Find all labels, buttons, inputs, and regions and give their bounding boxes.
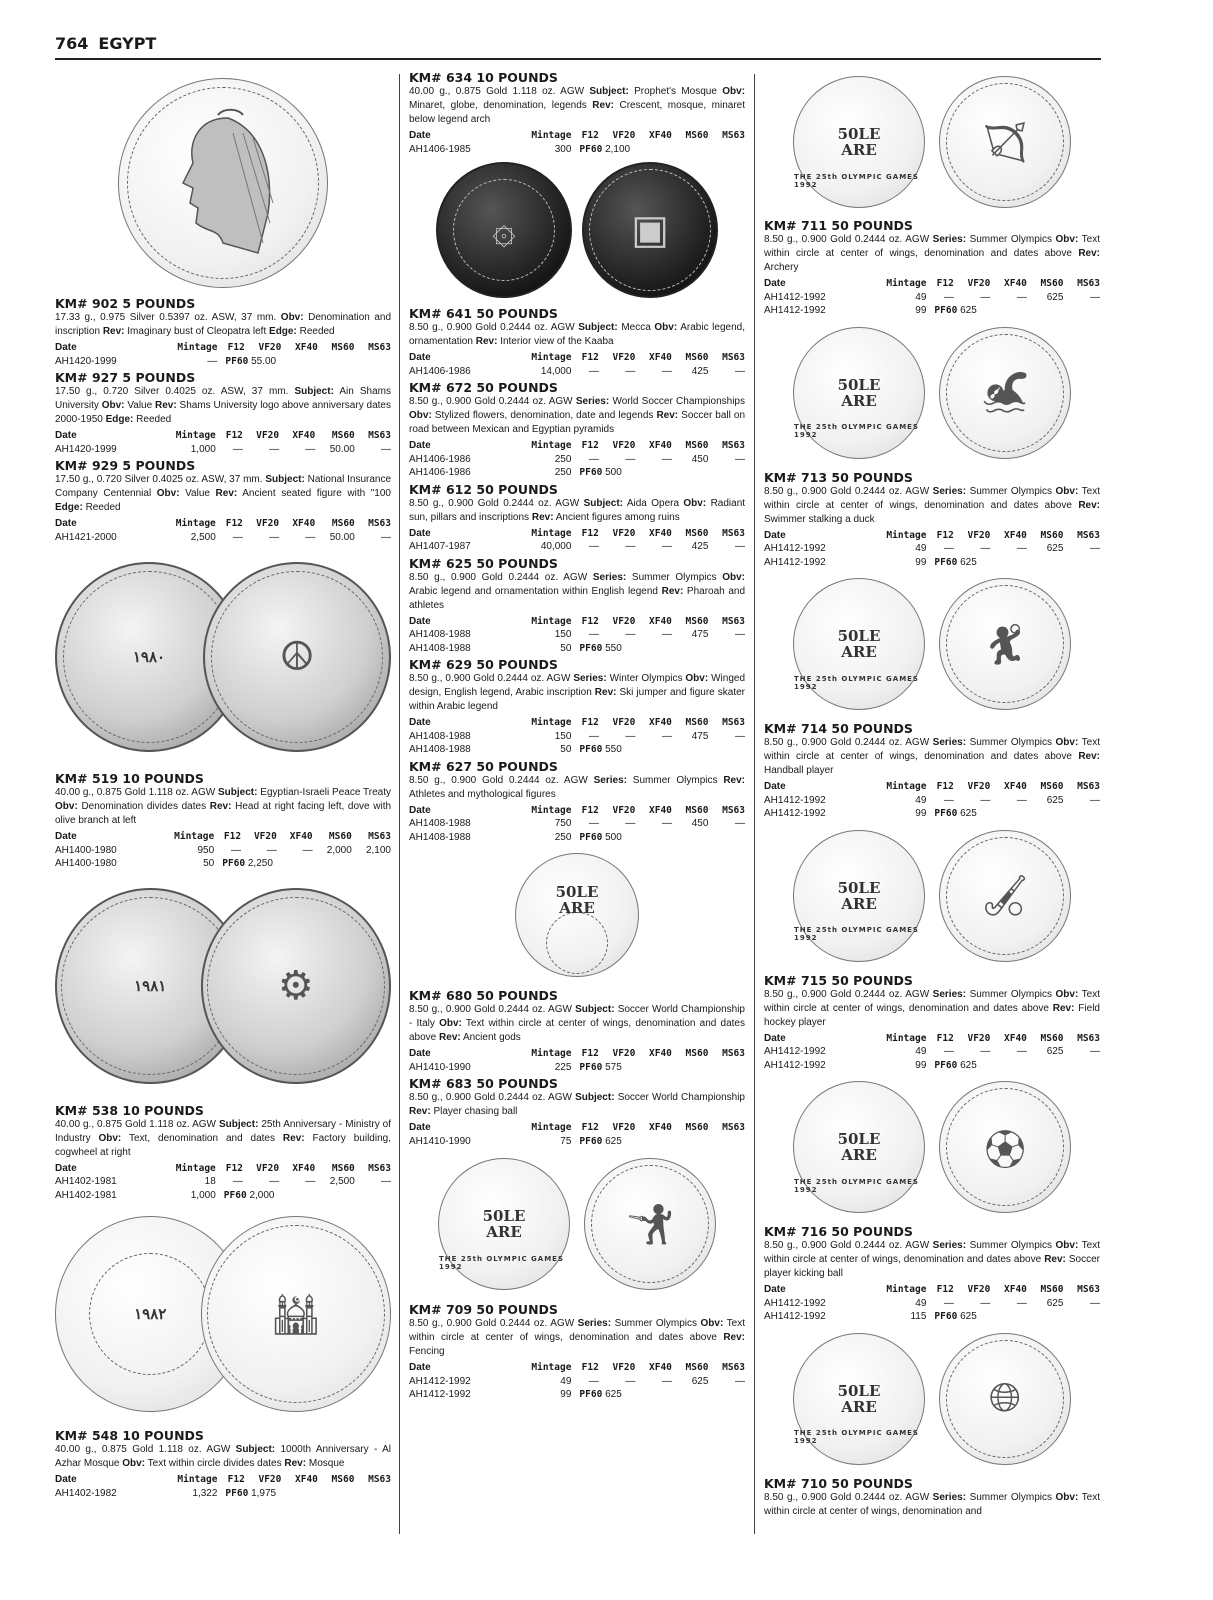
- mintage-row: AH1420-1999 1,000 — — — 50.00 —: [55, 443, 391, 455]
- mintage-row: AH1406-1986 250 PF60 500: [409, 467, 622, 478]
- mintage-table: [764, 277, 1100, 318]
- coin-images: [55, 544, 391, 769]
- entry-description: 8.50 g., 0.900 Gold 0.2444 oz. AGW Series: Summer Olympics Obv: Text within circle at center of wings, denomination and dates above Rev: Swimmer stalking a duck: [764, 485, 1100, 525]
- mintage-header: Date Mintage F12 VF20 XF40 MS60 MS63: [764, 1284, 1100, 1295]
- mintage-row: AH1407-1987 40,000 — — — 425 —: [409, 541, 745, 552]
- entry-title: KM# 927 5 POUNDS: [55, 370, 196, 385]
- coin-km715-reverse: [939, 830, 1071, 962]
- entry-km902: [55, 296, 391, 368]
- coin-km716-reverse: [939, 1081, 1071, 1213]
- entry-description: 17.33 g., 0.975 Silver 0.5397 oz. ASW, 37 mm. Obv: Denomination and inscription Rev: Imaginary bust of Cleopatra left Edge: Reeded: [55, 312, 392, 337]
- coin-km709-obverse: 50LE ARE THE 25th OLYMPIC GAMES 1992: [438, 1158, 570, 1290]
- mintage-row: AH1400-1980 50 PF60 2,250: [55, 858, 273, 869]
- coin-km713-reverse: [939, 327, 1071, 459]
- page-number: 764: [55, 34, 89, 53]
- fencing-icon: 🤺︎: [624, 1202, 676, 1247]
- mintage-header: Date Mintage F12 VF20 XF40 MS60 MS63: [55, 518, 391, 529]
- entry-title: KM# 625 50 POUNDS: [409, 555, 558, 571]
- mintage-table: [764, 1283, 1100, 1324]
- mintage-row: AH1408-1988 750 — — — 450 —: [409, 818, 745, 829]
- entry-title: KM# 672 50 POUNDS: [409, 380, 558, 395]
- calligraphy-icon: ۞: [492, 208, 516, 252]
- globe-athletes-icon: 🌐︎: [989, 1376, 1021, 1420]
- entry-title: KM# 538 10 POUNDS: [55, 1102, 204, 1118]
- entry-title: KM# 634 10 POUNDS: [409, 70, 558, 85]
- coin-cleopatra: [118, 78, 328, 288]
- factory-cogwheel-icon: ⚙: [277, 963, 314, 1008]
- mintage-table: [409, 527, 745, 554]
- edge: Reeded: [299, 326, 335, 337]
- entry-description: 40.00 g., 0.875 Gold 1.118 oz. AGW Subject: 1000th Anniversary - Al Azhar Mosque Obv: Text within circle divides dates Rev: Mosque: [55, 1444, 391, 1469]
- column-1: [55, 68, 391, 1500]
- mintage-table: [55, 429, 391, 456]
- mintage-header: Date Mintage F12 VF20 XF40 MS60 MS63: [55, 430, 391, 441]
- entry-km714: [764, 721, 1100, 821]
- entry-title: KM# 548 10 POUNDS: [55, 1428, 204, 1443]
- head-dove-icon: ☮: [279, 634, 315, 679]
- mintage-row: AH1402-1981 1,000 PF60 2,000: [55, 1189, 275, 1201]
- mintage-row: AH1402-1981 18 — — — 2,500 —: [55, 1176, 391, 1187]
- coin-km519-reverse: [203, 562, 391, 752]
- entry-title: KM# 641 50 POUNDS: [409, 306, 558, 321]
- coin-km714-reverse: [939, 578, 1071, 710]
- mintage-row: AH1412-1992 49 — — — 625 —: [409, 1375, 745, 1387]
- coin-km634-reverse: [582, 162, 718, 298]
- coin-km538-reverse: [201, 888, 392, 1084]
- mintage-header: Date Mintage F12 VF20 XF40 MS60 MS63: [409, 527, 745, 539]
- mintage-row: AH1410-1990 75 PF60 625: [409, 1135, 622, 1147]
- coin-km548-reverse: [201, 1216, 392, 1412]
- entry-km715: [764, 973, 1100, 1073]
- mintage-table: [409, 1361, 745, 1402]
- mintage-row: AH1412-1992 49 — — — 625 —: [764, 1297, 1100, 1309]
- entry-km713: [764, 470, 1100, 570]
- entry-km683: [409, 1076, 745, 1148]
- mintage-table: [764, 529, 1100, 570]
- entry-description: 17.50 g., 0.720 Silver 0.4025 oz. ASW, 37 mm. Subject: Ain Shams University Obv: Value Rev: Shams University logo above anniversary dates 2000-1950 Edge: Reeded: [55, 386, 392, 425]
- mintage-row: AH1410-1990 225 PF60 575: [409, 1061, 622, 1073]
- entry-km634: [409, 70, 745, 156]
- coin-rim: [127, 87, 319, 279]
- mintage-row: AH1400-1980 950 — — — 2,000 2,100: [55, 844, 391, 856]
- mosque-icon: 🕌︎: [270, 1292, 322, 1337]
- coin-images: [55, 68, 391, 294]
- entry-km929: [55, 458, 391, 544]
- entry-description: 8.50 g., 0.900 Gold 0.2444 oz. AGW Subject: Soccer World Championship - Italy Obv: Text within circle at center of wings, denomination and dates above Rev: Ancient gods: [409, 1004, 745, 1043]
- mintage-header: Date Mintage F12 VF20 XF40 MS60 MS63: [55, 1474, 391, 1485]
- mintage-header: Date Mintage F12 VF20 XF40 MS60 MS63: [409, 352, 745, 363]
- coin-km715-obverse: 50LE ARE THE 25th OLYMPIC GAMES 1992: [793, 830, 925, 962]
- mintage-header: Date Mintage F12 VF20 XF40 MS60 MS63: [764, 1032, 1100, 1044]
- entry-description: 8.50 g., 0.900 Gold 0.2444 oz. AGW Series: Summer Olympics Rev: Athletes and mythological figures: [409, 774, 745, 800]
- mintage-header: Date Mintage F12 VF20 XF40 MS60 MS63: [409, 717, 745, 728]
- mintage-row: AH1402-1982 1,322 PF60 1,975: [55, 1487, 277, 1499]
- column-3: [764, 68, 1100, 1519]
- entry-km709: [409, 1302, 745, 1402]
- mintage-row: AH1408-1988 50 PF60 550: [409, 642, 622, 654]
- entry-km629: [409, 657, 745, 757]
- mintage-row: AH1412-1992 49 — — — 625 —: [764, 291, 1100, 303]
- mintage-header: Date Mintage F12 VF20 XF40 MS60 MS63: [409, 440, 745, 451]
- coin-km680-obverse: 50LE ARE: [515, 853, 639, 977]
- entry-km672: [409, 380, 745, 480]
- entry-title: KM# 683 50 POUNDS: [409, 1076, 558, 1091]
- coin-km714-obverse: 50LE ARE THE 25th OLYMPIC GAMES 1992: [793, 578, 925, 710]
- coin-images: [409, 844, 745, 986]
- entry-title: KM# 629 50 POUNDS: [409, 657, 558, 672]
- entry-title: KM# 714 50 POUNDS: [764, 721, 913, 736]
- coin-images: [55, 871, 391, 1101]
- coin-images: [409, 1148, 745, 1300]
- entry-km548: [55, 1428, 391, 1500]
- page-header: [55, 28, 1101, 60]
- obverse: Denomination and inscription: [55, 312, 392, 337]
- entry-km612: [409, 482, 745, 554]
- entry-km538: [55, 1103, 391, 1203]
- coin-km711-obverse: 50LE ARE THE 25th OLYMPIC GAMES 1992: [793, 76, 925, 208]
- column-rule: [754, 74, 755, 1534]
- mintage-header: Date Mintage F12 VF20 XF40 MS60 MS63: [409, 1362, 745, 1373]
- mintage-row: AH1412-1992 99 PF60 625: [764, 1059, 977, 1071]
- entry-title: KM# 713 50 POUNDS: [764, 469, 913, 485]
- mintage-row: AH1420-1999 — PF60 55.00: [55, 355, 277, 367]
- mintage-row: AH1412-1992 49 — — — 625 —: [764, 543, 1100, 554]
- coin-km710-reverse: [939, 1333, 1071, 1465]
- entry-km625: [409, 556, 745, 656]
- entry-description: 8.50 g., 0.900 Gold 0.2444 oz. AGW Series: Summer Olympics Obv: Text within circle at center of wings, denomination and dates above Rev: Field hockey player: [764, 988, 1100, 1028]
- entry-description: 8.50 g., 0.900 Gold 0.2444 oz. AGW Series: Summer Olympics Obv: Text within circle at center of wings, denomination and dates above Rev: Handball player: [764, 737, 1100, 776]
- coin-images: [409, 156, 745, 304]
- entry-title: KM# 680 50 POUNDS: [409, 988, 558, 1003]
- entry-km519: [55, 771, 391, 871]
- mintage-row: AH1412-1992 115 PF60 625: [764, 1311, 977, 1322]
- entry-km680: [409, 988, 745, 1074]
- mintage-table: [55, 517, 391, 544]
- coin-images: [764, 821, 1100, 971]
- reverse: Imaginary bust of Cleopatra left: [127, 326, 267, 337]
- entry-description: 8.50 g., 0.900 Gold 0.2444 oz. AGW Subject: Aida Opera Obv: Radiant sun, pillars and inscriptions Rev: Ancient figures among ruins: [409, 497, 746, 523]
- mintage-table: [409, 1121, 745, 1148]
- entry-description: 40.00 g., 0.875 Gold 1.118 oz. AGW Subject: Egyptian-Israeli Peace Treaty Obv: Denomination divides dates Rev: Head at right facing left, dove with olive branch at left: [55, 787, 392, 826]
- mintage-header: Date Mintage F12 VF20 XF40 MS60 MS63: [409, 130, 745, 141]
- entry-description: 8.50 g., 0.900 Gold 0.2444 oz. AGW Series: Summer Olympics Obv: Text within circle at center of wings, denomination and dates above Rev: Fencing: [409, 1318, 745, 1357]
- entry-km711: [764, 218, 1100, 318]
- entry-description: 8.50 g., 0.900 Gold 0.2444 oz. AGW Series: Summer Olympics Obv: Text within circle at center of wings, denomination and: [764, 1491, 1100, 1517]
- coin-images: [764, 68, 1100, 216]
- entry-title: KM# 715 50 POUNDS: [764, 972, 913, 988]
- mintage-table: [409, 716, 745, 757]
- coin-images: [764, 1072, 1100, 1222]
- coin-images: [55, 1202, 391, 1426]
- page-country: EGYPT: [98, 34, 157, 53]
- entry-title: KM# 519 10 POUNDS: [55, 771, 204, 786]
- entry-km627: [409, 759, 745, 845]
- mintage-table: [409, 129, 745, 156]
- mintage-header: Date Mintage F12 VF20 XF40 MS60 MS63: [409, 1048, 745, 1059]
- entry-title: KM# 627 50 POUNDS: [409, 758, 558, 774]
- coin-km634-obverse: [436, 162, 572, 298]
- mintage-table: [409, 1047, 745, 1074]
- mintage-header: Date Mintage F12 VF20 XF40 MS60 MS63: [764, 781, 1100, 792]
- entry-description: 17.50 g., 0.720 Silver 0.4025 oz. ASW, 37 mm. Subject: National Insurance Company Centennial Obv: Value Rev: Ancient seated figure with "100 Edge: Reeded: [55, 474, 392, 513]
- mintage-table: [55, 1473, 391, 1500]
- mintage-header: Date Mintage F12 VF20 XF40 MS60 MS63: [409, 804, 745, 816]
- column-2: [409, 68, 745, 1402]
- entry-description: 40.00 g., 0.875 Gold 1.118 oz. AGW Subject: 25th Anniversary - Ministry of Industry Obv: Text, denomination and dates Rev: Factory building, cogwheel at right: [55, 1118, 392, 1158]
- mintage-row: AH1421-2000 2,500 — — — 50.00 —: [55, 531, 391, 543]
- mintage-row: AH1406-1986 250 — — — 450 —: [409, 453, 745, 465]
- entry-title: KM# 929 5 POUNDS: [55, 458, 196, 473]
- entry-title: KM# 711 50 POUNDS: [764, 218, 913, 233]
- coin-images: [764, 1324, 1100, 1474]
- mintage-header: Date Mintage F12 VF20 XF40 MS60 MS63: [409, 615, 745, 627]
- mintage-table: [764, 780, 1100, 821]
- mintage-header: Date Mintage F12 VF20 XF40 MS60 MS63: [409, 1122, 745, 1133]
- mintage-table: [409, 804, 745, 845]
- entry-title: KM# 902 5 POUNDS: [55, 296, 196, 311]
- coin-images: [764, 318, 1100, 468]
- spec: 17.33 g., 0.975 Silver 0.5397 oz. ASW, 37 mm.: [55, 312, 277, 323]
- entry-description: 8.50 g., 0.900 Gold 0.2444 oz. AGW Series: Summer Olympics Obv: Arabic legend and ornamentation within English legend Rev: Pharoah and athletes: [409, 571, 745, 611]
- mintage-header: Date Mintage F12 VF20 XF40 MS60 MS63: [764, 278, 1100, 289]
- entry-title: KM# 612 50 POUNDS: [409, 481, 558, 497]
- archery-icon: 🏹︎: [979, 120, 1031, 165]
- entry-km716: [764, 1224, 1100, 1324]
- entry-km710: [764, 1476, 1100, 1519]
- swimmer-icon: 🏊︎: [979, 371, 1031, 415]
- entry-description: 40.00 g., 0.875 Gold 1.118 oz. AGW Subject: Prophet's Mosque Obv: Minaret, globe, denomination, legends Rev: Crescent, mosque, minaret below legend arch: [409, 86, 746, 125]
- mintage-row: AH1406-1985 300 PF60 2,100: [409, 143, 631, 155]
- mintage-row: AH1412-1992 99 PF60 625: [764, 808, 977, 819]
- mintage-row: AH1406-1986 14,000 — — — 425 —: [409, 365, 745, 377]
- mintage-row: AH1408-1988 150 — — — 475 —: [409, 629, 745, 640]
- mintage-header: Date Mintage F12 VF20 XF40 MS60 MS63: [55, 342, 391, 353]
- handball-icon: 🤾︎: [979, 622, 1031, 667]
- column-rule: [399, 74, 400, 1534]
- mintage-row: AH1412-1992 99 PF60 625: [764, 556, 977, 568]
- coin-km710-obverse: 50LE ARE THE 25th OLYMPIC GAMES 1992: [793, 1333, 925, 1465]
- mintage-row: AH1408-1988 50 PF60 550: [409, 744, 622, 755]
- mintage-table: [55, 341, 391, 368]
- entry-title: KM# 716 50 POUNDS: [764, 1224, 913, 1239]
- mintage-table: [409, 615, 745, 656]
- soccer-ball-icon: ⚽︎: [985, 1128, 1025, 1173]
- entry-title: KM# 710 50 POUNDS: [764, 1475, 913, 1491]
- mintage-table: [55, 1162, 391, 1203]
- mintage-row: AH1412-1992 49 — — — 625 —: [764, 1046, 1100, 1057]
- entry-title: KM# 709 50 POUNDS: [409, 1302, 558, 1317]
- coin-date: ١٩٨١: [134, 976, 167, 995]
- coin-images: [764, 569, 1100, 719]
- coin-km711-reverse: [939, 76, 1071, 208]
- mintage-row: AH1412-1992 49 — — — 625 —: [764, 794, 1100, 806]
- entry-description: 8.50 g., 0.900 Gold 0.2444 oz. AGW Series: Summer Olympics Obv: Text within circle at center of wings, denomination and dates above Rev: Archery: [764, 234, 1100, 273]
- entry-description: 8.50 g., 0.900 Gold 0.2444 oz. AGW Series: World Soccer Championships Obv: Stylized flowers, denomination, date and legends Rev: Soccer ball on road between Mexican and Egyptian pyramids: [409, 396, 746, 435]
- coin-km713-obverse: 50LE ARE THE 25th OLYMPIC GAMES 1992: [793, 327, 925, 459]
- mintage-row: AH1412-1992 99 PF60 625: [409, 1389, 622, 1400]
- coin-date: ١٩٨٢: [134, 1305, 167, 1323]
- entry-description: 8.50 g., 0.900 Gold 0.2444 oz. AGW Series: Summer Olympics Obv: Text within circle at center of wings, denomination and dates above Rev: Soccer player kicking ball: [764, 1240, 1101, 1279]
- entry-km641: [409, 306, 745, 378]
- entry-description: 8.50 g., 0.900 Gold 0.2444 oz. AGW Subject: Mecca Obv: Arabic legend, ornamentation Rev: Interior view of the Kaaba: [409, 322, 745, 347]
- mintage-table: [409, 439, 745, 480]
- entry-description: 8.50 g., 0.900 Gold 0.2444 oz. AGW Subject: Soccer World Championship Rev: Player chasing ball: [409, 1092, 745, 1117]
- mintage-table: [55, 830, 391, 871]
- field-hockey-icon: 🏑︎: [979, 874, 1031, 918]
- coin-date: ١٩٨٠: [132, 647, 166, 666]
- kaaba-icon: ▣: [631, 208, 669, 252]
- mintage-row: AH1408-1988 250 PF60 500: [409, 831, 622, 843]
- mintage-table: [409, 351, 745, 378]
- mintage-row: AH1412-1992 99 PF60 625: [764, 305, 977, 316]
- coin-km716-obverse: 50LE ARE THE 25th OLYMPIC GAMES 1992: [793, 1081, 925, 1213]
- entry-description: 8.50 g., 0.900 Gold 0.2444 oz. AGW Series: Winter Olympics Obv: Winged design, English legend, Arabic inscription Rev: Ski jumper and figure skater within Arabic legend: [409, 673, 745, 712]
- mintage-row: AH1408-1988 150 — — — 475 —: [409, 730, 745, 742]
- coin-km709-reverse: [584, 1158, 716, 1290]
- mintage-table: [764, 1032, 1100, 1073]
- mintage-header: Date Mintage F12 VF20 XF40 MS60 MS63: [764, 529, 1100, 541]
- mintage-header: Date Mintage F12 VF20 XF40 MS60 MS63: [55, 1162, 391, 1174]
- entry-km927: [55, 370, 391, 456]
- mintage-header: Date Mintage F12 VF20 XF40 MS60 MS63: [55, 831, 391, 842]
